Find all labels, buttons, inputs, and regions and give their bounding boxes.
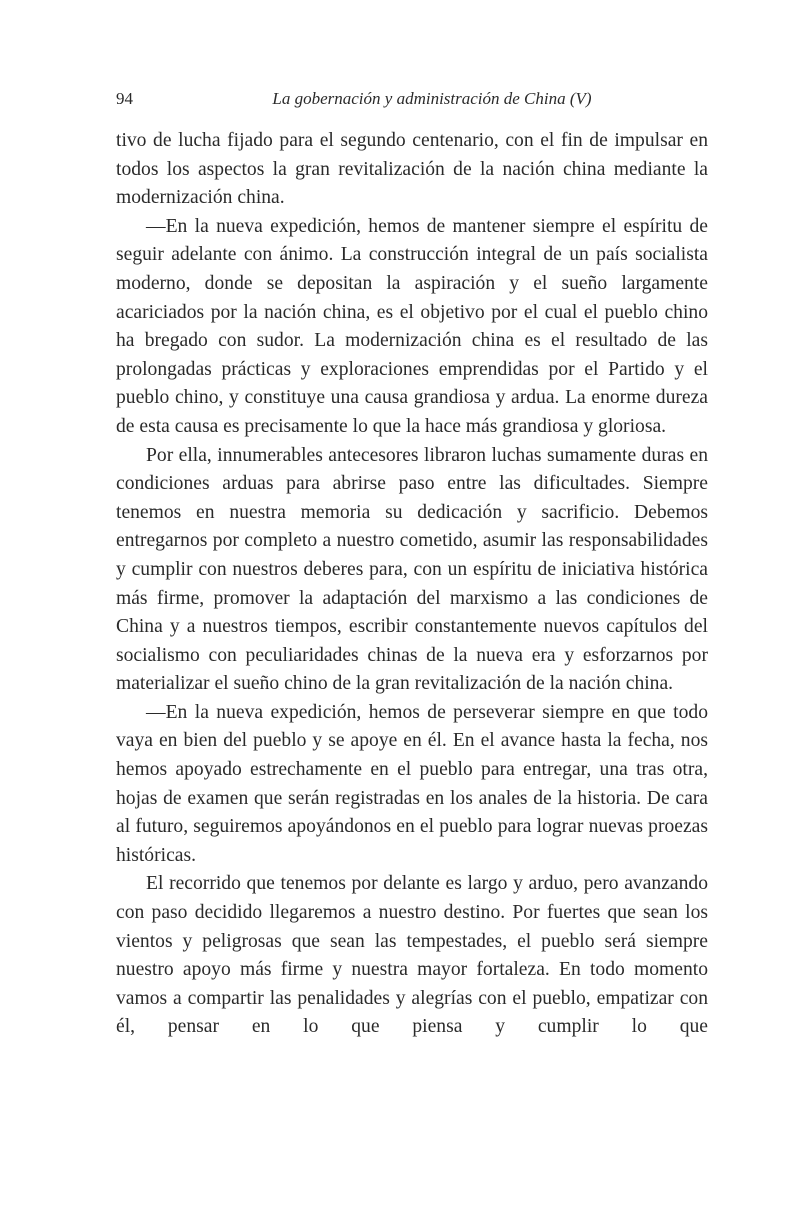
paragraph-continuation: tivo de lucha fijado para el segundo centenario, con el fin de impulsar en todos los aspectos la gran revitalización de la nación china mediante la modernización china. [116, 130, 708, 209]
paragraph: —En la nueva expedición, hemos de perseverar siempre en que todo vaya en bien del pueblo y se apoye en él. En el avance hasta la fecha, nos hemos apoyado estrechamente en el pueblo para entregar, una tras otra, hojas de examen que serán registradas en los anales de la historia. De cara al futuro, seguiremos apoyándonos en el pueblo para lograr nuevas proezas históricas. [116, 701, 708, 866]
paragraph: El recorrido que tenemos por delante es largo y arduo, pero avanzando con paso decidido llegaremos a nuestro destino. Por fuertes que sean los vientos y peligrosas que sean las tempestades, el pueblo será siempre nuestro apoyo más firme y nuestra mayor fortaleza. En todo momento vamos a compartir las penalidades y alegrías con el pueblo, empatizar con él, pensar en lo que piensa y cumplir lo que [116, 873, 708, 1038]
running-header [116, 84, 708, 114]
body-text [116, 127, 708, 1042]
page-number: 94 [116, 89, 133, 108]
book-page [116, 84, 708, 1042]
running-title: La gobernación y administración de China (V) [272, 89, 592, 108]
paragraph: Por ella, innumerables antecesores libraron luchas sumamente duras en condiciones arduas para abrirse paso entre las dificultades. Siempre tenemos en nuestra memoria su dedicación y sacrificio. Debemos entregarnos por completo a nuestro cometido, asumir las responsabilidades y cumplir con nuestros deberes para, con un espíritu de iniciativa histórica más firme, promover la adaptación del marxismo a las condiciones de China y a nuestros tiempos, escribir constantemente nuevos capítulos del socialismo con peculiaridades chinas de la nueva era y esforzarnos por materializar el sueño chino de la gran revitalización de la nación china. [116, 444, 708, 695]
paragraph: —En la nueva expedición, hemos de mantener siempre el espíritu de seguir adelante con ánimo. La construcción integral de un país socialista moderno, donde se depositan la aspiración y el sueño largamente acariciados por la nación china, es el objetivo por el cual el pueblo chino ha bregado con sudor. La modernización china es el resultado de las prolongadas prácticas y exploraciones emprendidas por el Partido y el pueblo chino, y constituye una causa grandiosa y ardua. La enorme dureza de esta causa es precisamente lo que la hace más grandiosa y gloriosa. [116, 215, 708, 437]
